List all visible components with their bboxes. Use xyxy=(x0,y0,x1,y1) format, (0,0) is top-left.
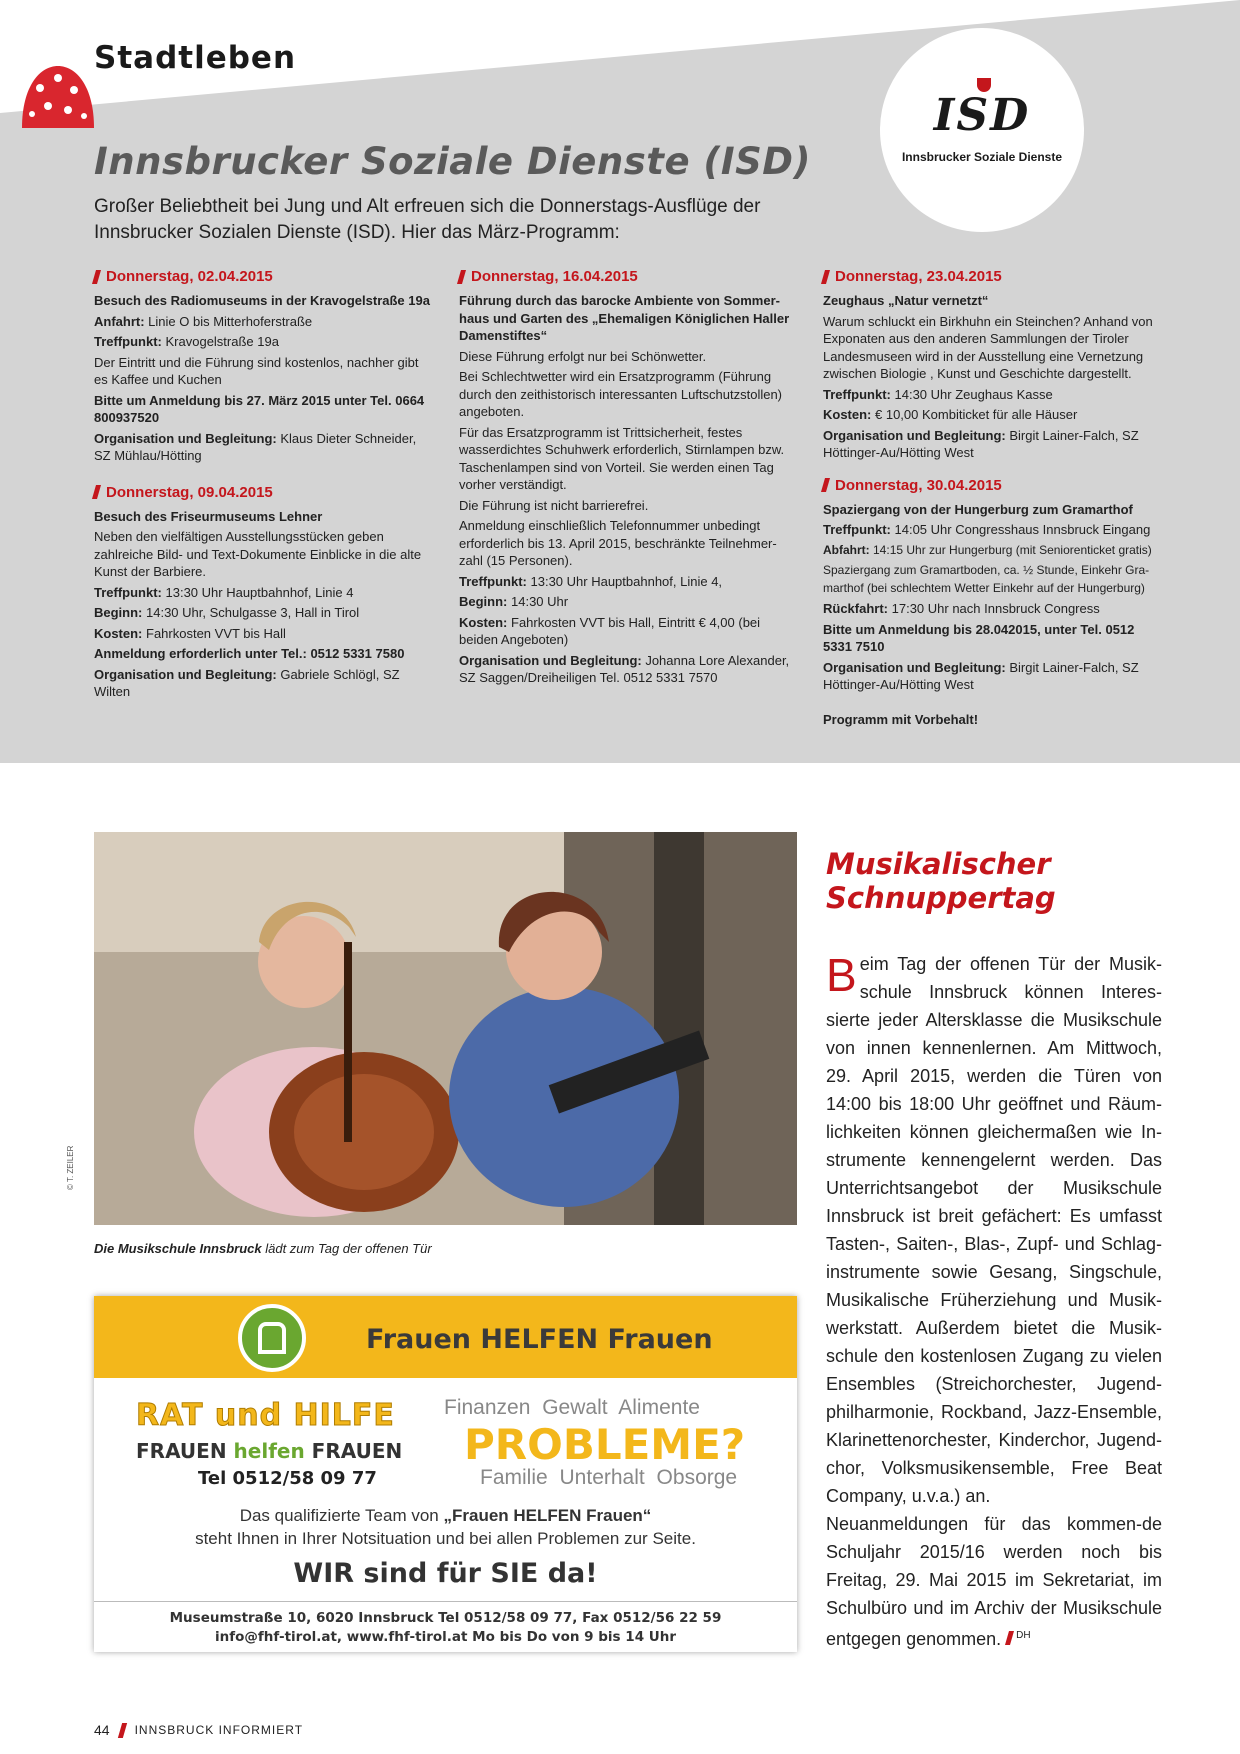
page-number: 44 xyxy=(94,1722,110,1738)
event-anfahrt: Anfahrt: Linie O bis Mitterhoferstraße xyxy=(94,313,313,329)
event-date: Donnerstag, 30.04.2015 xyxy=(823,477,1163,494)
publication-name: INNSBRUCK INFORMIERT xyxy=(134,1723,304,1737)
event-column-2 xyxy=(459,268,799,690)
event-column-1 xyxy=(94,268,434,704)
event-organisation: Organisation und Begleitung: Birgit Lainer-Falch, SZ Höttinger-Au/Hötting West xyxy=(823,659,1139,692)
end-mark-icon xyxy=(1005,1631,1014,1645)
event-rueckfahrt: Rückfahrt: 17:30 Uhr nach Innsbruck Congress xyxy=(823,601,1100,616)
fhf-logo-icon xyxy=(238,1304,306,1372)
event-heading: Führung durch das barocke Ambiente von Sommer-haus und Garten des „Ehemaligen Königlichen Haller Damenstiftes“ xyxy=(459,293,790,343)
event-anmeldung: Anmeldung erforderlich unter Tel.: 0512 5331 7580 xyxy=(94,646,405,661)
event-heading: Besuch des Radiomuseums in der Kravogelstraße 19a xyxy=(94,293,430,308)
event-treffpunkt: Treffpunkt: 14:30 Uhr Zeughaus Kasse xyxy=(823,386,1053,402)
event-heading: Zeughaus „Natur vernetzt“ xyxy=(823,293,989,308)
event-heading: Besuch des Friseurmuseums Lehner xyxy=(94,508,323,524)
event-date: Donnerstag, 02.04.2015 xyxy=(94,268,434,285)
ad-slogan: WIR sind für SIE da! xyxy=(293,1558,598,1589)
event-column-3 xyxy=(823,268,1163,731)
ad-phone: Tel 0512/58 09 77 xyxy=(198,1468,377,1489)
program-disclaimer: Programm mit Vorbehalt! xyxy=(823,711,979,727)
ad-topics-top: Finanzen Gewalt Alimente xyxy=(444,1396,700,1419)
event-treffpunkt: Treffpunkt: 13:30 Uhr Hauptbahnhof, Linie 4 xyxy=(94,584,354,600)
event-beginn: Beginn: 14:30 Uhr, Schulgasse 3, Hall in Tirol xyxy=(94,605,360,620)
music-article-title: Musikalischer Schnuppertag xyxy=(826,847,1056,915)
drop-cap: B xyxy=(826,949,857,1001)
slash-mark-icon xyxy=(821,270,830,284)
ad-contact[interactable]: Museumstraße 10, 6020 Innsbruck Tel 0512/58 09 77, Fax 0512/56 22 59 info@fhf-tirol.at, www.fhf-tirol.at Mo bis Do von 9 bis 14 Uhr xyxy=(169,1610,722,1645)
isd-logo-mark: ISD xyxy=(933,90,1031,141)
event-heading: Spaziergang von der Hungerburg zum Gramarthof xyxy=(823,501,1133,517)
event-kosten: Kosten: Fahrkosten VVT bis Hall, Eintritt € 4,00 (bei beiden Angeboten) xyxy=(459,614,761,647)
event-info: Für das Ersatzprogramm ist Trittsicherheit, festes wasserdichtes Schuhwerk erforderlich, Stirnlampen bzw. Taschenlampen sind von Vorteil. Sie werden einen Tag vorher verständigt. xyxy=(459,424,785,492)
event-kosten: Kosten: € 10,00 Kombiticket für alle Häuser xyxy=(823,407,1078,422)
slash-mark-icon xyxy=(92,270,101,284)
event-organisation: Organisation und Begleitung: Birgit Lainer-Falch, SZ Höttinger-Au/Hötting West xyxy=(823,427,1139,460)
article-paragraph: Neuanmeldungen für das kommen-de Schuljahr 2015/16 werden noch bis Freitag, 29. Mai 2015 im Sekretariat, im Schulbüro und im Archiv der Musikschule entgegen genommen. xyxy=(826,1514,1162,1649)
slash-mark-icon xyxy=(457,270,466,284)
isd-intro: Großer Beliebtheit bei Jung und Alt erfreuen sich die Donnerstags-Ausflüge der Innsbrucker Sozialen Dienste (ISD). Hier das März-Programm: xyxy=(94,196,761,243)
photo-caption: Die Musikschule Innsbruck lädt zum Tag der offenen Tür xyxy=(94,1241,432,1256)
ad-divider xyxy=(94,1601,797,1602)
event-treffpunkt: Treffpunkt: 13:30 Uhr Hauptbahnhof, Linie 4, xyxy=(459,573,723,589)
ad-rat-und-hilfe: RAT und HILFE xyxy=(136,1398,395,1433)
music-article-body xyxy=(826,950,1162,1653)
slash-mark-icon xyxy=(117,1723,126,1738)
event-organisation: Organisation und Begleitung: Klaus Dieter Schneider, SZ Mühlau/Hötting xyxy=(94,430,417,463)
event-treffpunkt: Treffpunkt: Kravogelstraße 19a xyxy=(94,334,279,349)
event-info: Neben den vielfältigen Ausstellungsstücken geben zahlreiche Bild- und Text-Dokumente Einblicke in die alte Kunst der Barbiere. xyxy=(94,529,422,579)
event-info: Anmeldung einschließlich Telefonnummer unbedingt erforderlich bis 13. April 2015, beschränkte Teilnehmer-zahl (15 Personen). xyxy=(459,518,777,568)
event-info: Diese Führung erfolgt nur bei Schönwetter. xyxy=(459,348,707,364)
event-info: Der Eintritt und die Führung sind kostenlos, nachher gibt es Kaffee und Kuchen xyxy=(94,354,419,387)
author-initials: DH xyxy=(1016,1630,1031,1641)
event-info: Bei Schlechtwetter wird ein Ersatzprogramm (Führung durch den zeithistorisch interessanten Luftschutzstollen) angeboten. xyxy=(459,369,783,419)
isd-logo-subtitle: Innsbrucker Soziale Dienste xyxy=(901,150,1063,164)
event-anmeldung: Bitte um Anmeldung bis 28.042015, unter Tel. 0512 5331 7510 xyxy=(823,621,1135,654)
ad-description: Das qualifizierte Team von „Frauen HELFEN Frauen“ steht Ihnen in Ihrer Notsituation und bei allen Problemen zur Seite. xyxy=(195,1506,696,1548)
page-footer xyxy=(94,1722,303,1738)
ad-frauen-helfen-frauen: FRAUEN helfen FRAUEN xyxy=(136,1439,403,1463)
event-info: Warum schluckt ein Birkhuhn ein Steinchen? Anhand von Exponaten aus den anderen Sammlungen der Tiroler Landesmuseen wird in der Ausstellung eine Vernetzung zwischen Biologie , Kunst und Geschichte dargestellt. xyxy=(823,313,1153,381)
isd-title: Innsbrucker Soziale Dienste (ISD) xyxy=(94,140,811,183)
slash-mark-icon xyxy=(92,485,101,499)
event-anmeldung: Bitte um Anmeldung bis 27. März 2015 unter Tel. 0664 800937520 xyxy=(94,392,425,425)
article-paragraph: eim Tag der offenen Tür der Musik-schule Innsbruck können Interes-sierte jeder Altersklasse die Musikschule von innen kennenlernen. Am Mittwoch, 29. April 2015, werden die Türen von 14:00 bis 18:00 Uhr geöffnet und Räum-lichkeiten können gleichermaßen wie In-strumente kennengelernt werden. Das Unterrichtsangebot der Musikschule Innsbruck ist breit gefächert: Es umfasst Tasten-, Saiten-, Blas-, Zupf- und Schlag-instrumente sowie Gesang, Singschule, Musikalische Früherziehung und Musik-werkstatt. Außerdem bietet die Musik-schule den kostenlosen Zugang zu vielen Ensembles (Streichorchester, Jugend-philharmonie, Rockband, Jazz-Ensemble, Klarinettenorchester, Kinderchor, Jugend-chor, Volksmusikensemble, Free Beat Company, u.v.a.) an. xyxy=(826,954,1162,1506)
section-label: Stadtleben xyxy=(94,40,297,76)
ad-probleme: PROBLEME? xyxy=(464,1420,746,1469)
event-abfahrt: Abfahrt: 14:15 Uhr zur Hungerburg (mit Seniorenticket gratis) xyxy=(823,542,1152,557)
event-beginn: Beginn: 14:30 Uhr xyxy=(459,594,569,609)
event-organisation: Organisation und Begleitung: Johanna Lore Alexander, SZ Saggen/Dreiheiligen Tel. 0512 5331 7570 xyxy=(459,652,790,685)
event-treffpunkt: Treffpunkt: 14:05 Uhr Congresshaus Innsbruck Eingang xyxy=(823,522,1151,537)
event-info: Die Führung ist nicht barrierefrei. xyxy=(459,497,649,513)
slash-mark-icon xyxy=(821,478,830,492)
music-school-photo xyxy=(94,832,797,1225)
easter-egg-icon xyxy=(18,66,96,128)
event-date: Donnerstag, 23.04.2015 xyxy=(823,268,1163,285)
photo-credit: © T. ZEILER xyxy=(66,1145,75,1190)
ad-title: Frauen HELFEN Frauen xyxy=(366,1324,713,1355)
event-kosten: Kosten: Fahrkosten VVT bis Hall xyxy=(94,625,286,641)
event-organisation: Organisation und Begleitung: Gabriele Schlögl, SZ Wilten xyxy=(94,666,400,699)
advertisement[interactable] xyxy=(94,1296,797,1652)
event-date: Donnerstag, 16.04.2015 xyxy=(459,268,799,285)
event-date: Donnerstag, 09.04.2015 xyxy=(94,484,434,501)
event-info: Spaziergang zum Gramartboden, ca. ½ Stunde, Einkehr Gra-marthof (bei schlechtem Wetter Einkehr auf der Hungerburg) xyxy=(823,563,1150,595)
isd-logo xyxy=(880,28,1084,232)
ad-topics-bottom: Familie Unterhalt Obsorge xyxy=(480,1466,738,1489)
